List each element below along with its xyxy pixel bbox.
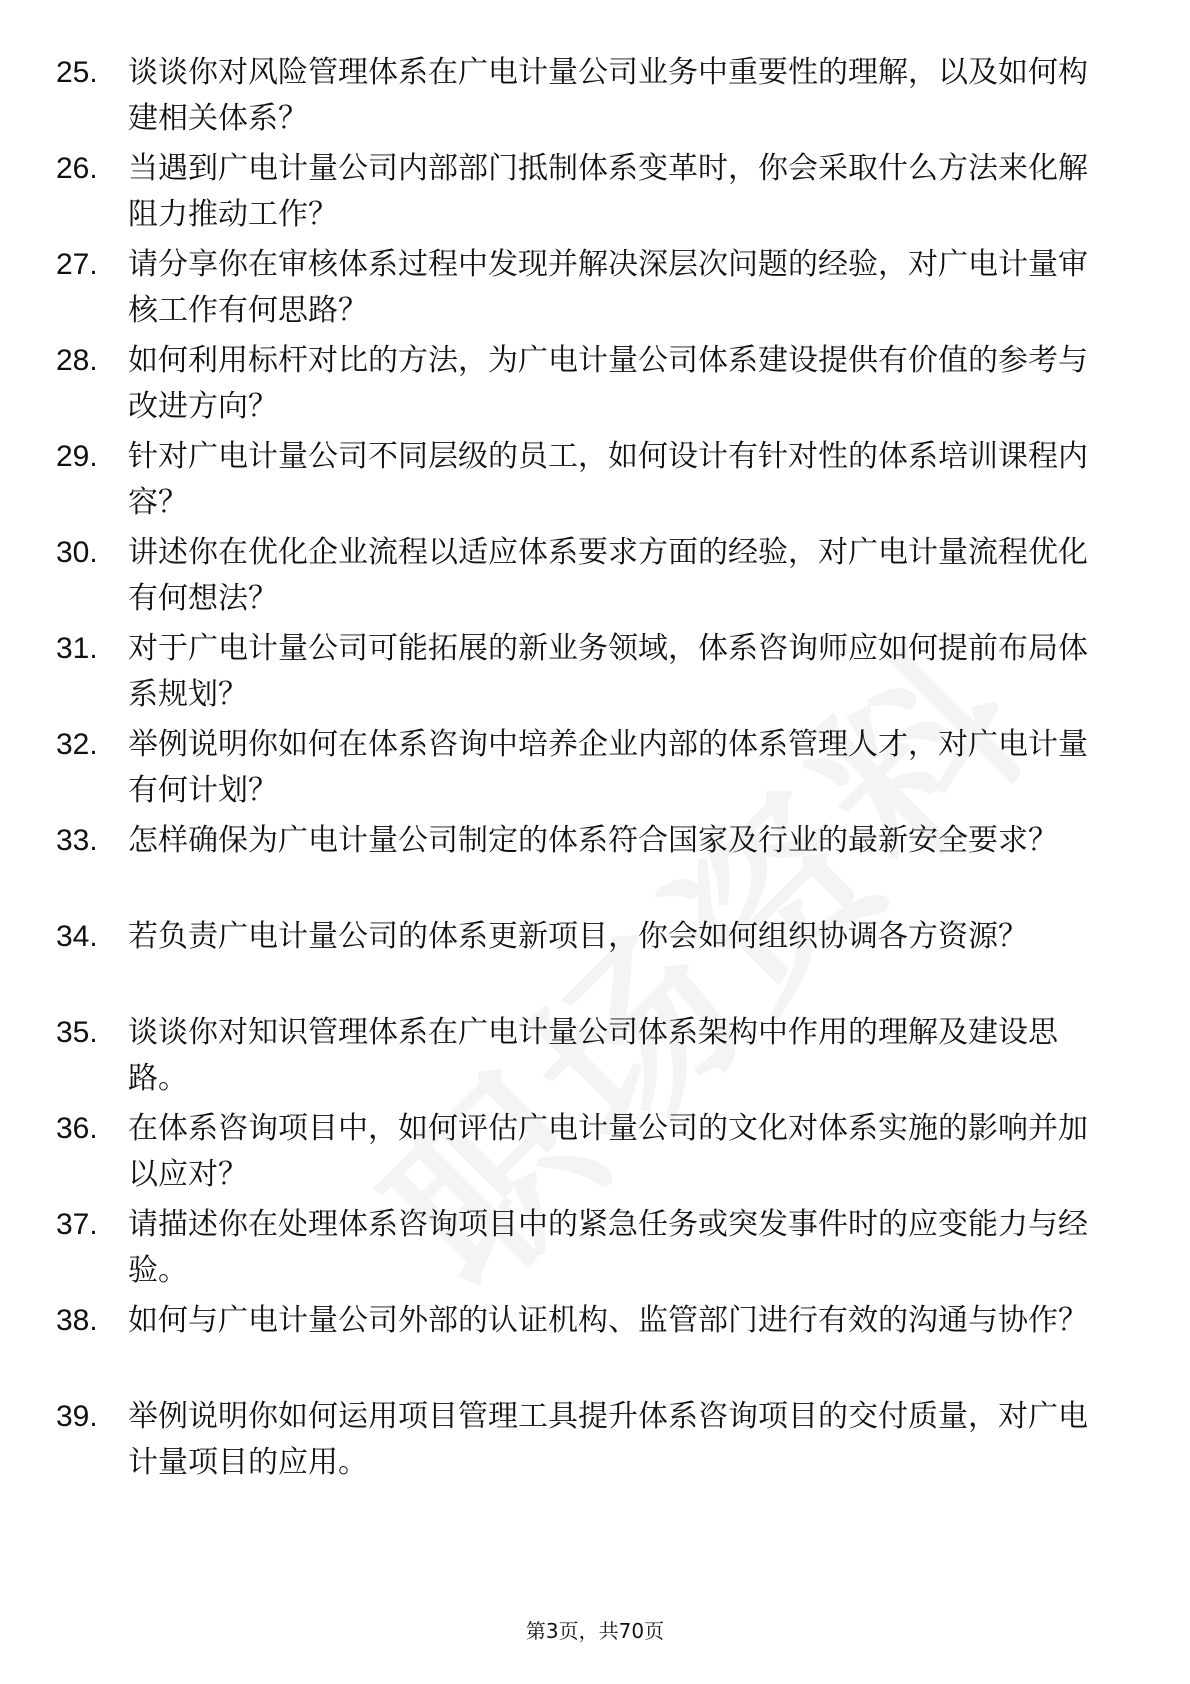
question-text: 在体系咨询项目中，如何评估广电计量公司的文化对体系实施的影响并加以应对？ [128, 1111, 1088, 1192]
question-text: 谈谈你对知识管理体系在广电计量公司体系架构中作用的理解及建设思路。 [128, 1015, 1058, 1096]
question-number: 36. [56, 1112, 98, 1145]
question-number: 25. [56, 56, 98, 89]
question-number: 28. [56, 344, 98, 377]
question-text: 如何利用标杆对比的方法，为广电计量公司体系建设提供有价值的参考与改进方向？ [128, 343, 1088, 424]
question-text: 针对广电计量公司不同层级的员工，如何设计有针对性的体系培训课程内容？ [128, 439, 1088, 520]
question-number: 31. [56, 632, 98, 665]
question-number: 35. [56, 1016, 98, 1049]
question-text: 讲述你在优化企业流程以适应体系要求方面的经验，对广电计量流程优化有何想法？ [128, 535, 1088, 616]
question-number: 32. [56, 728, 98, 761]
question-number: 37. [56, 1208, 98, 1241]
question-number: 34. [56, 920, 98, 953]
question-number: 26. [56, 152, 98, 185]
question-text: 怎样确保为广电计量公司制定的体系符合国家及行业的最新安全要求？ [128, 823, 1058, 858]
question-number: 38. [56, 1304, 98, 1337]
question-number: 27. [56, 248, 98, 281]
question-number: 30. [56, 536, 98, 569]
question-text: 当遇到广电计量公司内部部门抵制体系变革时，你会采取什么方法来化解阻力推动工作？ [128, 151, 1088, 232]
question-number: 33. [56, 824, 98, 857]
question-number: 39. [56, 1400, 98, 1433]
question-text: 请分享你在审核体系过程中发现并解决深层次问题的经验，对广电计量审核工作有何思路？ [128, 247, 1088, 328]
question-text: 如何与广电计量公司外部的认证机构、监管部门进行有效的沟通与协作？ [128, 1303, 1088, 1338]
question-number: 29. [56, 440, 98, 473]
question-text: 谈谈你对风险管理体系在广电计量公司业务中重要性的理解，以及如何构建相关体系？ [128, 55, 1088, 136]
question-text: 若负责广电计量公司的体系更新项目，你会如何组织协调各方资源？ [128, 919, 1028, 954]
question-text: 举例说明你如何运用项目管理工具提升体系咨询项目的交付质量，对广电计量项目的应用。 [128, 1399, 1088, 1480]
page-footer: 第3页，共70页 [525, 1619, 665, 1643]
question-text: 举例说明你如何在体系咨询中培养企业内部的体系管理人才，对广电计量有何计划？ [128, 727, 1088, 808]
question-text: 请描述你在处理体系咨询项目中的紧急任务或突发事件时的应变能力与经验。 [128, 1207, 1088, 1288]
question-text: 对于广电计量公司可能拓展的新业务领域，体系咨询师应如何提前布局体系规划？ [128, 631, 1088, 712]
